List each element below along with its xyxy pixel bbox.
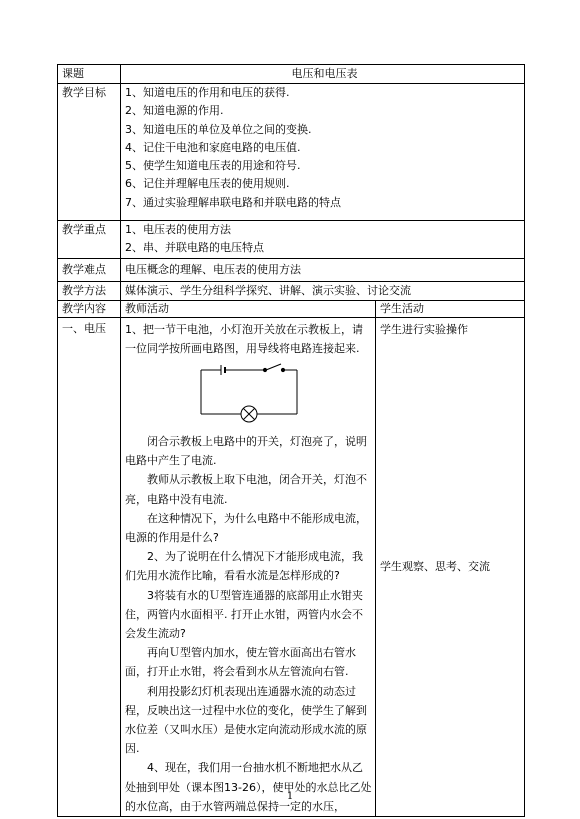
student-activity-cell xyxy=(376,317,525,816)
teacher-activity-cell xyxy=(121,317,376,816)
student-activity: 学生进行实验操作 xyxy=(380,322,468,336)
difficulties-text: 电压概念的理解、电压表的使用方法 xyxy=(121,258,525,281)
list-item: 1、电压表的使用方法 xyxy=(125,223,231,236)
teacher-paragraph: 2、为了说明在什么情况下才能形成电流，我们先用水流作比喻，看看水流是怎样形成的? xyxy=(125,550,363,583)
list-item: 7、通过实验理解串联电路和并联电路的特点 xyxy=(125,195,341,209)
circuit-diagram xyxy=(125,362,355,424)
teacher-paragraph: 再向Ｕ型管内加水，使左管水面高出右管水面，打开止水钳，将会看到水从左管流向右管. xyxy=(125,646,356,679)
lesson-plan-table xyxy=(57,64,525,817)
teacher-paragraph: 3将装有水的Ｕ型管连通器的底部用止水钳夹住，两管内水面相平. 打开止水钳，两管内水会不会发生流动? xyxy=(125,588,363,641)
teacher-paragraph: 利用投影幻灯机表现出连通器水流的动态过程，反映出这一过程中水位的变化，使学生了解到水位差（又叫水压）是使水定向流动形成水流的原因. xyxy=(125,684,367,756)
content-label: 教学内容 xyxy=(58,300,121,317)
teacher-paragraph: 在这种情况下，为什么电路中不能形成电流，电源的作用是什么? xyxy=(125,511,367,545)
table-row xyxy=(58,84,525,221)
list-item: 6、记住并理解电压表的使用规则. xyxy=(125,177,290,191)
key-points-label: 教学重点 xyxy=(58,221,121,259)
list-item: 2、知道电源的作用. xyxy=(125,104,224,118)
methods-text: 媒体演示、学生分组科学探究、讲解、演示实验、讨论交流 xyxy=(121,281,525,300)
table-row xyxy=(58,65,525,84)
table-row xyxy=(58,258,525,281)
table-row xyxy=(58,281,525,300)
list-item: 4、记住干电池和家庭电路的电压值. xyxy=(125,140,301,154)
table-row xyxy=(58,317,525,816)
list-item: 3、知道电压的单位及单位之间的变换. xyxy=(125,122,312,136)
teacher-paragraph: 4、现在，我们用一台抽水机不断地把水从乙处抽到甲处（课本图13-26），使甲处的水总比乙处的水位高，由于水管两端总保持一定的水压， xyxy=(125,761,372,813)
objectives-list xyxy=(121,84,525,221)
student-activity-header: 学生活动 xyxy=(376,300,525,317)
lesson-title: 电压和电压表 xyxy=(121,65,525,84)
teacher-paragraph: 闭合示教板上电路中的开关，灯泡亮了，说明电路中产生了电流. xyxy=(125,435,367,468)
list-item: 5、使学生知道电压表的用途和符号. xyxy=(125,159,301,173)
key-points-list xyxy=(121,221,525,259)
teacher-intro: 1、把一节干电池，小灯泡开关放在示教板上，请一位同学按所画电路图，用导线将电路连接起来. xyxy=(125,322,363,355)
student-activity: 学生观察、思考、交流 xyxy=(380,559,490,573)
teacher-activity-header: 教师活动 xyxy=(121,300,376,317)
teacher-paragraph: 教师从示教板上取下电池，闭合开关，灯泡不亮，电路中没有电流. xyxy=(125,473,367,506)
objectives-label: 教学目标 xyxy=(58,84,121,221)
methods-label: 教学方法 xyxy=(58,281,121,300)
list-item: 2、串、并联电路的电压特点 xyxy=(125,241,264,255)
topic-label: 课题 xyxy=(58,65,121,84)
table-row xyxy=(58,300,525,317)
list-item: 1、知道电压的作用和电压的获得. xyxy=(125,86,290,99)
page-number: 1 xyxy=(286,791,294,802)
table-row xyxy=(58,221,525,259)
difficulties-label: 教学难点 xyxy=(58,258,121,281)
section-label: 一、电压 xyxy=(58,317,121,816)
